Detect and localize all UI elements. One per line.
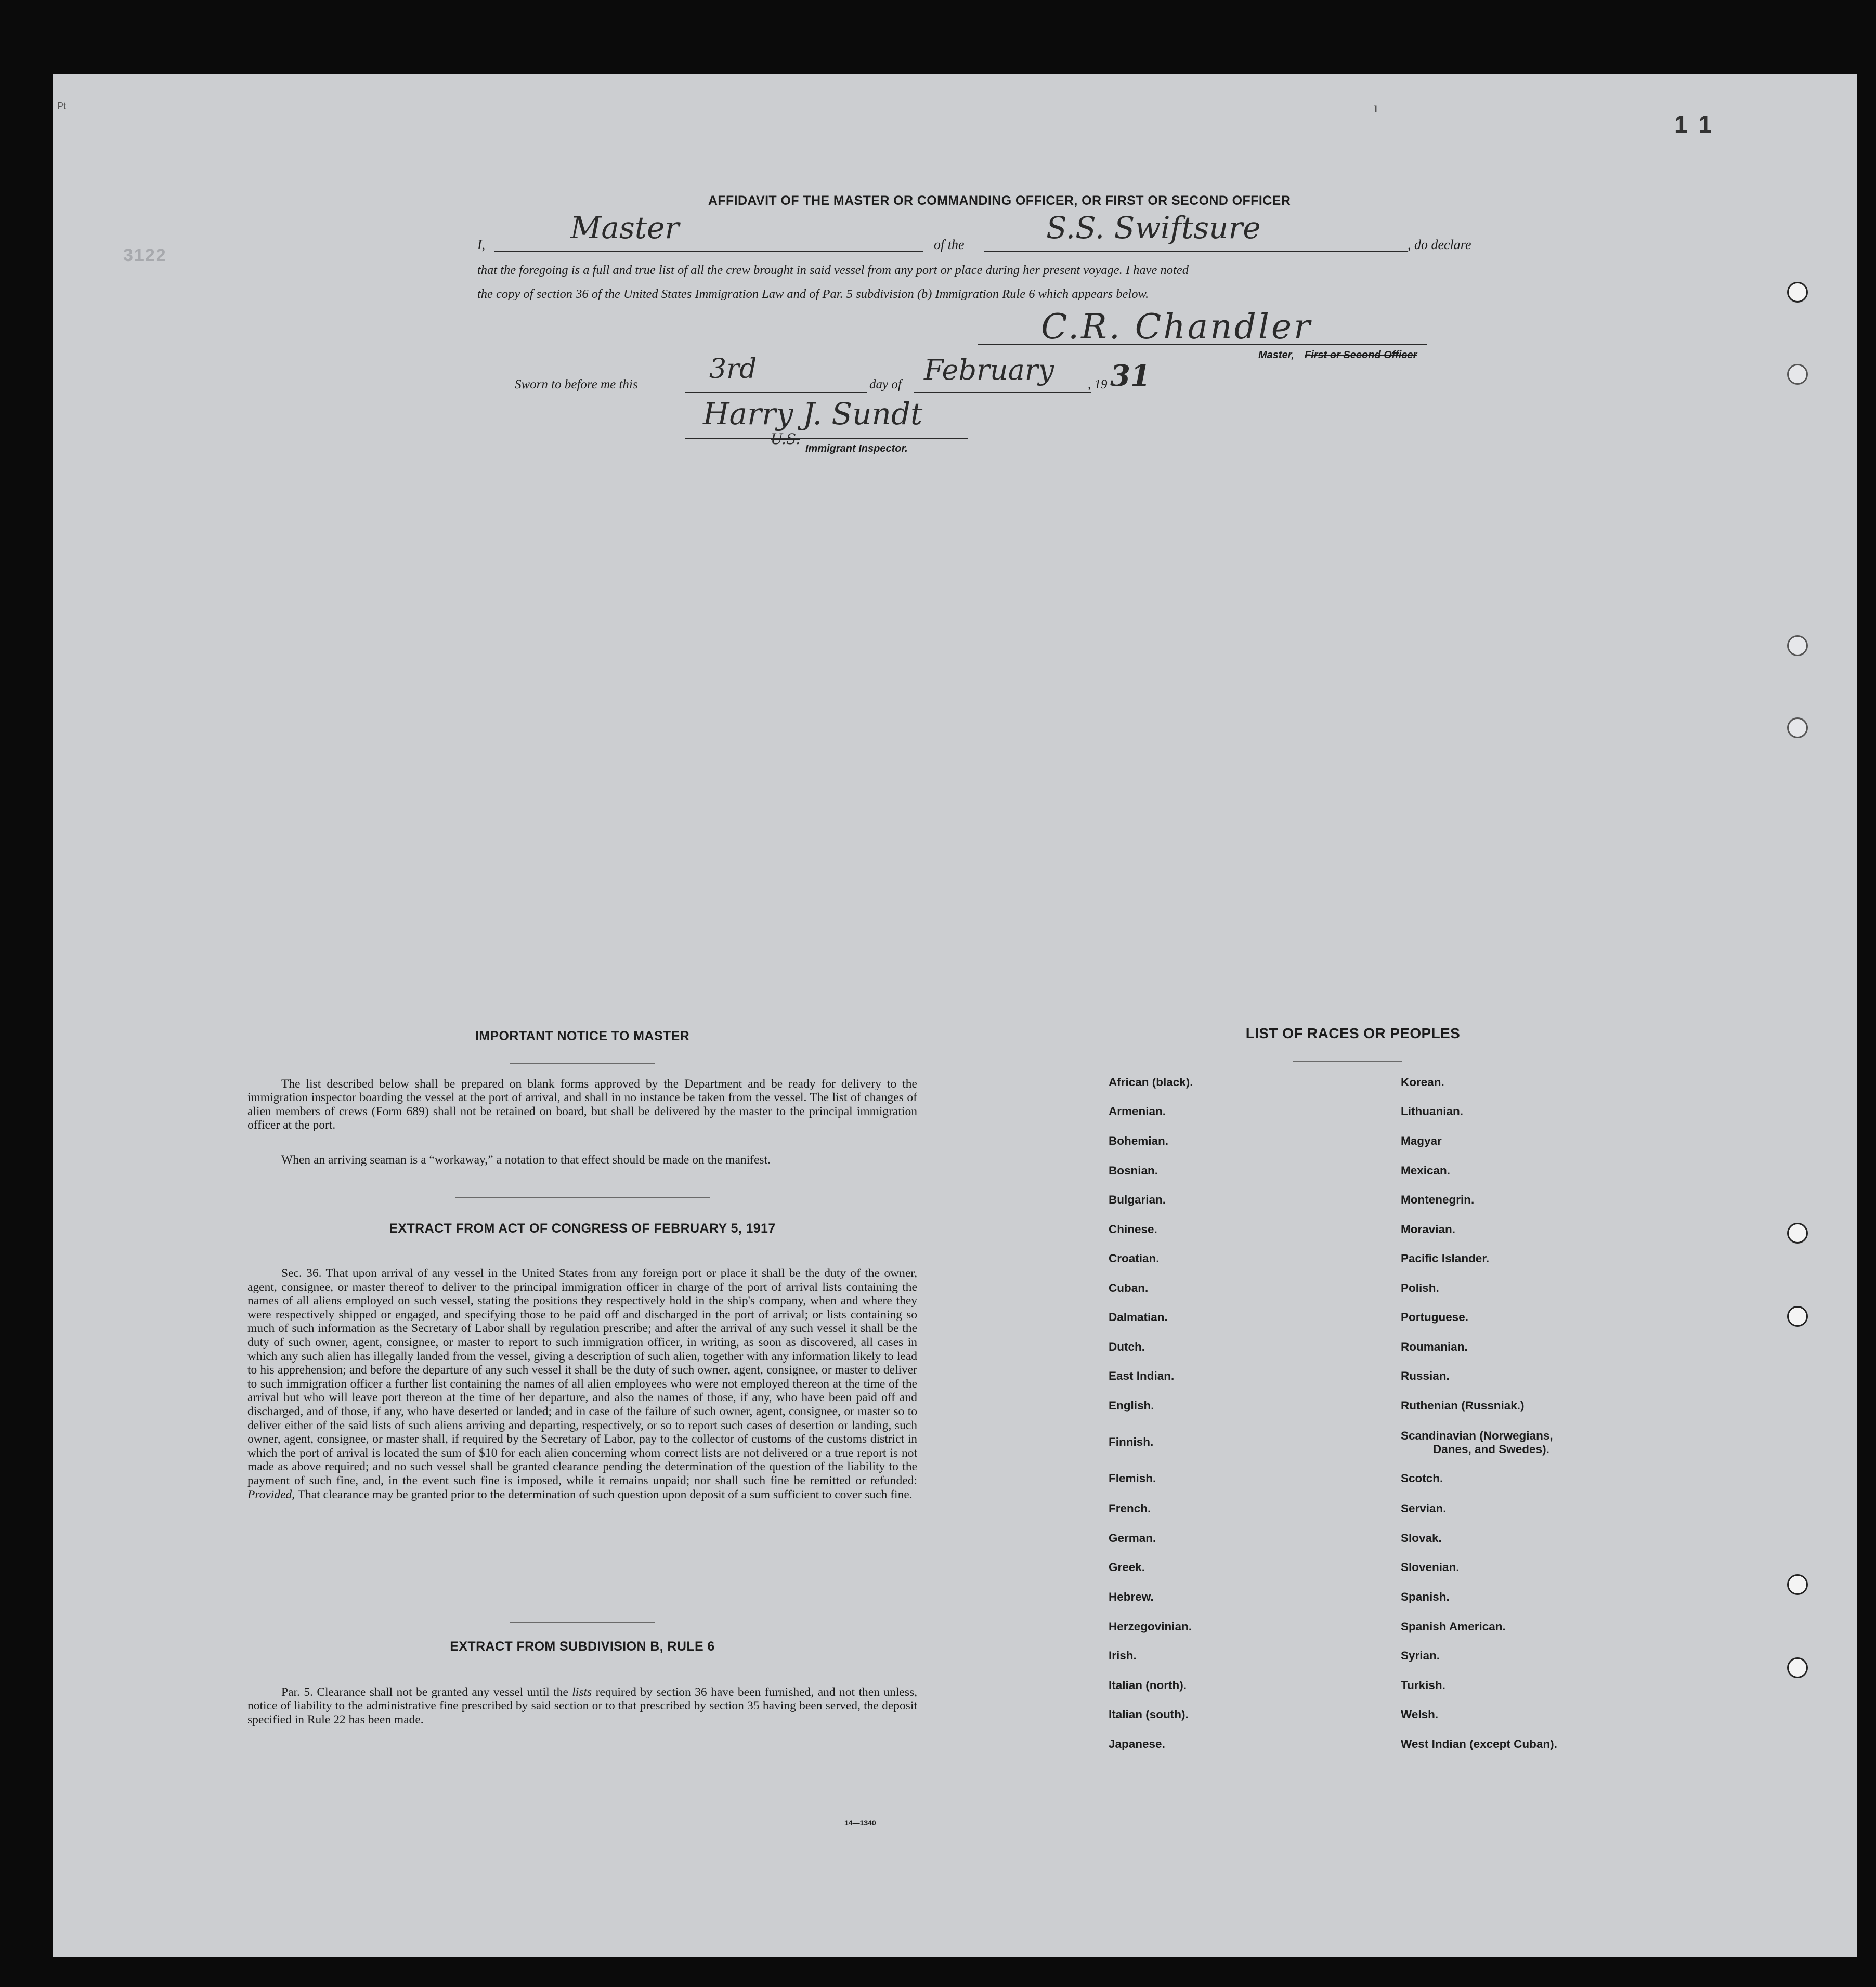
race-item: Hebrew.	[1109, 1590, 1154, 1603]
affidavit-body-line2: the copy of section 36 of the United States Immigration Law and of Par. 5 subdivision (b) Immigration Rule 6 which appears below.	[477, 287, 1149, 301]
race-item: Bosnian.	[1109, 1164, 1158, 1177]
race-item: Greek.	[1109, 1561, 1145, 1574]
month-handwriting: February	[924, 354, 1054, 386]
corner-marks: 1 1	[1674, 111, 1714, 138]
race-item: Scotch.	[1401, 1472, 1443, 1485]
extract-act-text	[247, 1266, 917, 1501]
race-item: English.	[1109, 1399, 1154, 1412]
day-of-label: day of	[869, 377, 902, 391]
margin-tag: Pt	[57, 101, 67, 111]
day-line	[685, 392, 867, 393]
top-mark: ı	[1374, 99, 1378, 116]
race-item: Croatian.	[1109, 1252, 1160, 1265]
races-rule	[1293, 1061, 1402, 1062]
extract-act-title: EXTRACT FROM ACT OF CONGRESS OF FEBRUARY 5, 1917	[389, 1221, 776, 1236]
race-item: African (black).	[1109, 1076, 1193, 1089]
race-item: Spanish American.	[1401, 1620, 1506, 1633]
race-item: Dalmatian.	[1109, 1311, 1168, 1324]
races-left-column	[1109, 1076, 1421, 1845]
faded-stamp: 3122	[123, 245, 167, 265]
race-item: West Indian (except Cuban).	[1401, 1737, 1557, 1750]
year-prefix: , 19	[1088, 377, 1108, 391]
race-item: Magyar	[1401, 1134, 1442, 1147]
race-item: Montenegrin.	[1401, 1193, 1475, 1206]
races-title: LIST OF RACES OR PEOPLES	[1245, 1025, 1461, 1041]
punch-hole	[1787, 1657, 1808, 1678]
inspector-line	[685, 438, 968, 439]
race-item: German.	[1109, 1532, 1156, 1545]
name-handwriting: Master	[570, 210, 680, 245]
inspector-prefix-handwriting: U.S.	[771, 430, 801, 448]
race-item: Chinese.	[1109, 1223, 1157, 1236]
extract-rule-title: EXTRACT FROM SUBDIVISION B, RULE 6	[450, 1639, 715, 1654]
race-item: Pacific Islander.	[1401, 1252, 1490, 1265]
race-item: Bohemian.	[1109, 1134, 1169, 1147]
race-item: Irish.	[1109, 1649, 1137, 1662]
day-handwriting: 3rd	[709, 354, 757, 385]
race-item: Syrian.	[1401, 1649, 1440, 1662]
race-item: East Indian.	[1109, 1369, 1175, 1382]
master-label: Master,	[1258, 349, 1294, 361]
race-item: Portuguese.	[1401, 1311, 1469, 1324]
race-item: Russian.	[1401, 1369, 1450, 1382]
race-item: Korean.	[1401, 1076, 1444, 1089]
race-item: Mexican.	[1401, 1164, 1451, 1177]
extract-act-rule	[510, 1622, 655, 1623]
notice-paragraph-2: When an arriving seaman is a “workaway,” a notation to that effect should be made on the manifest.	[281, 1153, 771, 1167]
race-item: Finnish.	[1109, 1435, 1154, 1448]
race-item: Flemish.	[1109, 1472, 1156, 1485]
extract-rule-text	[247, 1685, 917, 1727]
race-item: Ruthenian (Russniak.)	[1401, 1399, 1525, 1412]
month-line	[914, 392, 1091, 393]
rule-text-b: required by section 36 have been furnished, and not then unless, notice of liability to the administrative fine prescribed by said section or to that prescribed by section 35 having been served, the deposit specified in Rule 22 has been made.	[247, 1685, 917, 1727]
race-item: Lithuanian.	[1401, 1105, 1463, 1118]
race-item: Slovak.	[1401, 1532, 1442, 1545]
race-item: Herzegovinian.	[1109, 1620, 1192, 1633]
year-handwriting: 31	[1110, 359, 1151, 393]
name-line	[494, 251, 923, 252]
punch-hole	[1787, 282, 1808, 303]
rule-text-a: Par. 5. Clearance shall not be granted any vessel until the	[281, 1685, 568, 1699]
race-item: Scandinavian (Norwegians,	[1401, 1429, 1553, 1442]
punch-hole	[1787, 1574, 1808, 1595]
race-item: Turkish.	[1401, 1679, 1445, 1692]
master-signature: C.R. Chandler	[1041, 307, 1312, 347]
lists-word: lists	[572, 1685, 592, 1699]
do-declare-label: , do declare	[1408, 237, 1471, 252]
affidavit-body-line1: that the foregoing is a full and true list of all the crew brought in said vessel from any port or place during her present voyage. I have noted	[477, 263, 1189, 277]
race-item: Roumanian.	[1401, 1340, 1468, 1353]
notice-title: IMPORTANT NOTICE TO MASTER	[475, 1029, 690, 1043]
race-item: Japanese.	[1109, 1737, 1165, 1750]
race-item: Polish.	[1401, 1282, 1439, 1295]
form-number: 14—1340	[844, 1819, 876, 1827]
race-item: French.	[1109, 1502, 1151, 1515]
races-right-column	[1401, 1076, 1765, 1845]
race-item: Bulgarian.	[1109, 1193, 1166, 1206]
provided-word: Provided,	[247, 1487, 295, 1501]
affidavit-i-label: I,	[477, 237, 486, 252]
punch-hole	[1787, 364, 1808, 385]
section-label: Sec. 36.	[281, 1266, 322, 1280]
sworn-label: Sworn to before me this	[515, 377, 638, 391]
notice-rule	[510, 1063, 655, 1064]
of-the-label: of the	[934, 237, 965, 252]
race-item: Moravian.	[1401, 1223, 1456, 1236]
section-36-text: That upon arrival of any vessel in the United States from any foreign port or place it shall be the duty of the owner, agent, consignee, or master thereof to deliver to the principal immigration officer in charge of the port of arrival lists containing the names of all aliens employed on such vessel, stating the positions they respectively hold in the ship's company, when and where they were respectively shipped or engaged, and specifying those to be paid off and discharged in the port of arrival; or lists containing so much of such information as the Secretary of Labor shall by regulation prescribe; and after the arrival of any such vessel it shall be the duty of such owner, agent, consignee, or master to report to such immigration officer, in writing, as soon as discovered, all cases in which any such alien has illegally landed from the vessel, giving a description of such alien, together with any information likely to lead to his apprehension; and before the departure of any such vessel it shall be the duty of such owner, agent, consignee, or master to deliver to such immigration officer a further list containing the names of all alien employees who were not employed thereon at the time of the arrival but who will leave port thereon at the time of her departure, and also the names of those, if any, who have been paid off and discharged, and of those, if any, who have deserted or landed; and in case of the failure of such owner, agent, consignee, or master so to deliver either of the said lists of such aliens arriving and departing, respectively, or so to report such cases of desertion or landing, such owner, agent, consignee, or master shall, if required by the Secretary of Labor, pay to the collector of customs of the customs district in which the port of arrival is located the sum of $10 for each alien concerning whom correct lists are not delivered or a true report is not made as above required; and no such vessel shall be granted clearance pending the determination of the question of the liability to the payment of such fine, and, in the event such fine is imposed, while it remains unpaid; nor shall such fine be remitted or refunded:	[247, 1266, 918, 1487]
race-item: Armenian.	[1109, 1105, 1166, 1118]
punch-hole	[1787, 717, 1808, 738]
document-sheet	[53, 74, 1857, 1957]
section-36-text-end: That clearance may be granted prior to the determination of such question upon deposit of a sum sufficient to cover such fine.	[297, 1487, 913, 1501]
notice-bottom-rule	[455, 1197, 710, 1198]
race-item: Dutch.	[1109, 1340, 1145, 1353]
race-item: Italian (north).	[1109, 1679, 1187, 1692]
punch-hole	[1787, 635, 1808, 656]
race-item-continuation: Danes, and Swedes).	[1433, 1443, 1549, 1456]
race-item: Italian (south).	[1109, 1708, 1189, 1721]
vessel-handwriting: S.S. Swiftsure	[1046, 210, 1261, 245]
race-item: Servian.	[1401, 1502, 1447, 1515]
affidavit-title: AFFIDAVIT OF THE MASTER OR COMMANDING OFFICER, OR FIRST OR SECOND OFFICER	[708, 193, 1291, 208]
inspector-label: Immigrant Inspector.	[805, 443, 908, 454]
punch-hole	[1787, 1306, 1808, 1327]
struck-officer-label: First or Second Officer	[1305, 349, 1417, 361]
punch-hole	[1787, 1223, 1808, 1244]
vessel-line	[984, 251, 1408, 252]
race-item: Spanish.	[1401, 1590, 1450, 1603]
notice-paragraph-1: The list described below shall be prepared on blank forms approved by the Department and be ready for delivery to the immigration inspector boarding the vessel at the port of arrival, and shall in no instance be taken from the vessel. The list of changes of alien members of crews (Form 689) shall not be retained on board, but shall be delivered by the master to the principal immigration officer at the port.	[247, 1077, 917, 1132]
race-item: Slovenian.	[1401, 1561, 1460, 1574]
race-item: Cuban.	[1109, 1282, 1149, 1295]
inspector-signature: Harry J. Sundt	[703, 396, 923, 432]
race-item: Welsh.	[1401, 1708, 1439, 1721]
